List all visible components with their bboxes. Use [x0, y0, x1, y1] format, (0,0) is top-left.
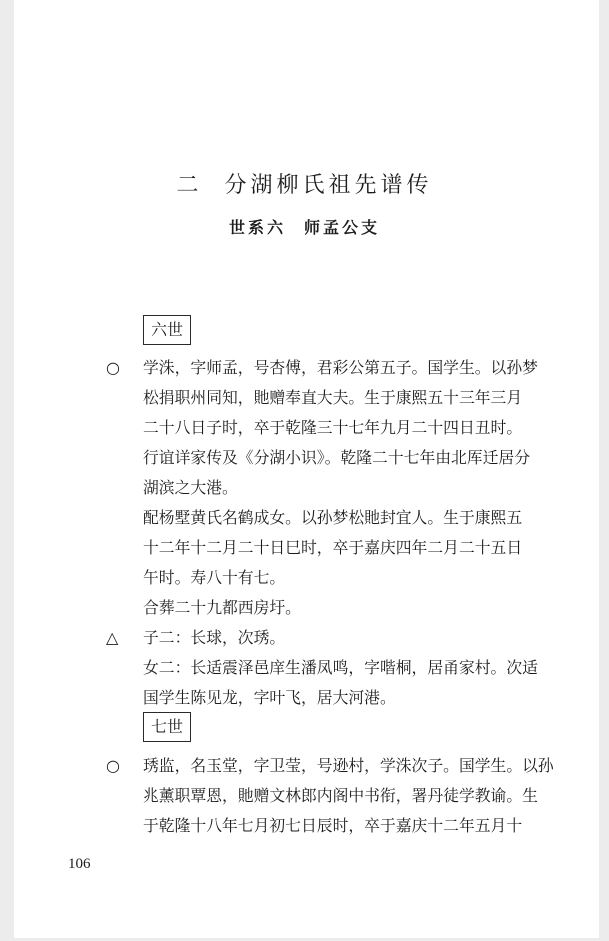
subtitle-lineage: 世系六 — [228, 218, 286, 237]
text-line: 午时。寿八十有七。 — [143, 568, 286, 587]
generation-label-6: 六世 — [143, 315, 191, 345]
page-number: 106 — [68, 856, 91, 872]
person-marker-circle: ○ — [106, 756, 120, 775]
generation-label-7: 七世 — [143, 712, 191, 742]
chapter-title-text: 分湖柳氏祖先谱传 — [224, 173, 433, 198]
text-line: 国学生陈见龙，字叶飞，居大河港。 — [143, 688, 396, 707]
text-line: 行谊详家传及《分湖小识》。乾隆二十七年由北厍迁居分 — [143, 448, 531, 467]
person-marker-circle: ○ — [106, 358, 120, 377]
text-line: 子二：长球，次琇。 — [143, 628, 286, 647]
children-marker-triangle: △ — [106, 628, 119, 647]
text-line: 兆薰职覃恩，貤赠文林郎内阁中书衔，署丹徒学教谕。生 — [143, 786, 538, 805]
text-line: 女二：长适震泽邑庠生潘凤鸣，字喈桐，居甬家村。次适 — [143, 658, 538, 677]
text-line: 二十八日子时，卒于乾隆三十七年九月二十四日丑时。 — [143, 418, 523, 437]
text-line: 松捐职州同知，貤赠奉直大夫。生于康熙五十三年三月 — [143, 388, 523, 407]
text-line: 配杨墅黄氏名鹤成女。以孙梦松貤封宜人。生于康熙五 — [143, 508, 523, 527]
text-line: 琇监，名玉堂，字卫莹，号逊村，学洙次子。国学生。以孙 — [143, 756, 554, 775]
text-line: 十二年十二月二十日巳时，卒于嘉庆四年二月二十五日 — [143, 538, 523, 557]
chapter-number: 二 — [176, 173, 203, 198]
subtitle-branch: 师孟公支 — [304, 218, 381, 237]
chapter-title — [0, 168, 609, 199]
text-line: 湖滨之大港。 — [143, 478, 238, 497]
text-line: 学洙，字师孟，号杏傅，君彩公第五子。国学生。以孙梦 — [143, 358, 538, 377]
section-subtitle — [0, 215, 609, 238]
text-line: 合葬二十九都西房圩。 — [143, 598, 301, 617]
text-line: 于乾隆十八年七月初七日辰时，卒于嘉庆十二年五月十 — [143, 816, 523, 835]
